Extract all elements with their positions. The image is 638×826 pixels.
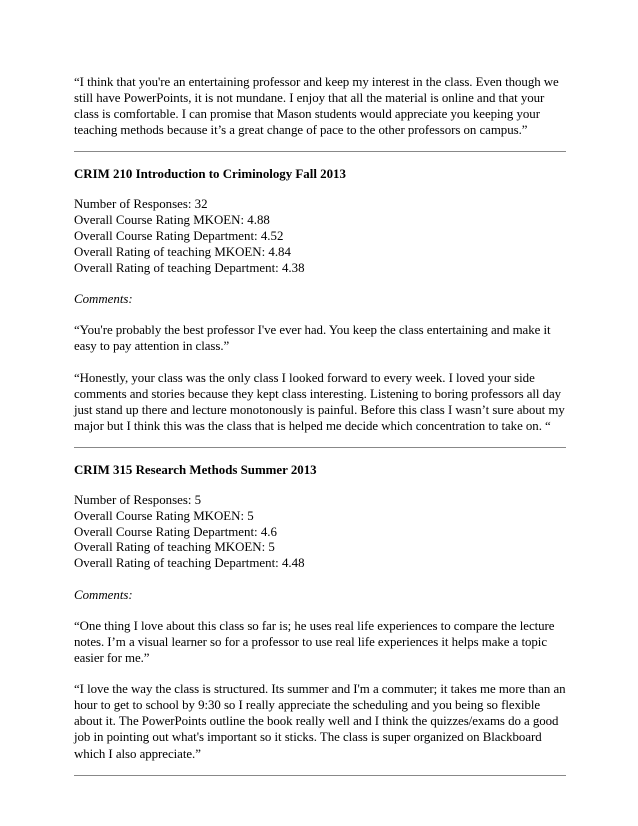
student-comment: “One thing I love about this class so far is; he uses real life experiences to compare the lecture notes. I’m a visual learner so for a professor to use real life experiences it helps make a topic easier for me.” — [74, 618, 555, 666]
student-comment: “I love the way the class is structured. Its summer and I'm a commuter; it takes me more than an hour to get to school by 9:30 so I really appreciate the scheduling and you being so flexible about it. The PowerPoints outline the book really well and I think the quizzes/exams do a good job in pointing out what's important so it sticks. The class is super organized on Blackboard which I also appreciate.” — [74, 682, 566, 761]
course-heading: CRIM 315 Research Methods Summer 2013 — [74, 462, 317, 477]
intro-quote: “I think that you're an entertaining professor and keep my interest in the class. Even though we still have PowerPoints, it is not mundane. I enjoy that all the material is online and that your class is comfortable. I can promise that Mason students would appreciate you keeping your teaching methods because it’s a great change of pace to the other professors on campus.” — [74, 75, 559, 138]
course-section-crim315 — [74, 462, 566, 762]
stat-teaching-rating-department: Overall Rating of teaching Department: 4.38 — [74, 260, 305, 275]
student-comment: “You're probably the best professor I've ever had. You keep the class entertaining and make it easy to pay attention in class.” — [74, 323, 551, 354]
stat-teaching-rating-instructor: Overall Rating of teaching MKOEN: 4.84 — [74, 244, 291, 259]
course-stats — [74, 197, 566, 276]
stat-course-rating-department: Overall Course Rating Department: 4.6 — [74, 524, 277, 539]
stat-course-rating-instructor: Overall Course Rating MKOEN: 4.88 — [74, 213, 270, 228]
course-stats — [74, 493, 566, 572]
section-divider — [74, 775, 566, 776]
document-page — [74, 74, 566, 790]
section-divider — [74, 151, 566, 152]
student-comment: “Honestly, your class was the only class I looked forward to every week. I loved your side comments and stories because they kept class interesting. Listening to boring professors all day just stand up there and lecture monotonously is painful. Before this class I wasn’t sure about my major but I think this was the class that is helped me decide which concentration to take on. “ — [74, 370, 565, 433]
comments-label: Comments: — [74, 292, 133, 307]
stat-responses: Number of Responses: 5 — [74, 492, 202, 507]
section-divider — [74, 447, 566, 448]
stat-teaching-rating-department: Overall Rating of teaching Department: 4.48 — [74, 556, 305, 571]
course-heading: CRIM 210 Introduction to Criminology Fall 2013 — [74, 167, 346, 182]
course-section-crim210 — [74, 166, 566, 434]
stat-responses: Number of Responses: 32 — [74, 197, 208, 212]
stat-course-rating-department: Overall Course Rating Department: 4.52 — [74, 228, 284, 243]
stat-course-rating-instructor: Overall Course Rating MKOEN: 5 — [74, 508, 254, 523]
comments-label: Comments: — [74, 587, 133, 602]
stat-teaching-rating-instructor: Overall Rating of teaching MKOEN: 5 — [74, 540, 275, 555]
